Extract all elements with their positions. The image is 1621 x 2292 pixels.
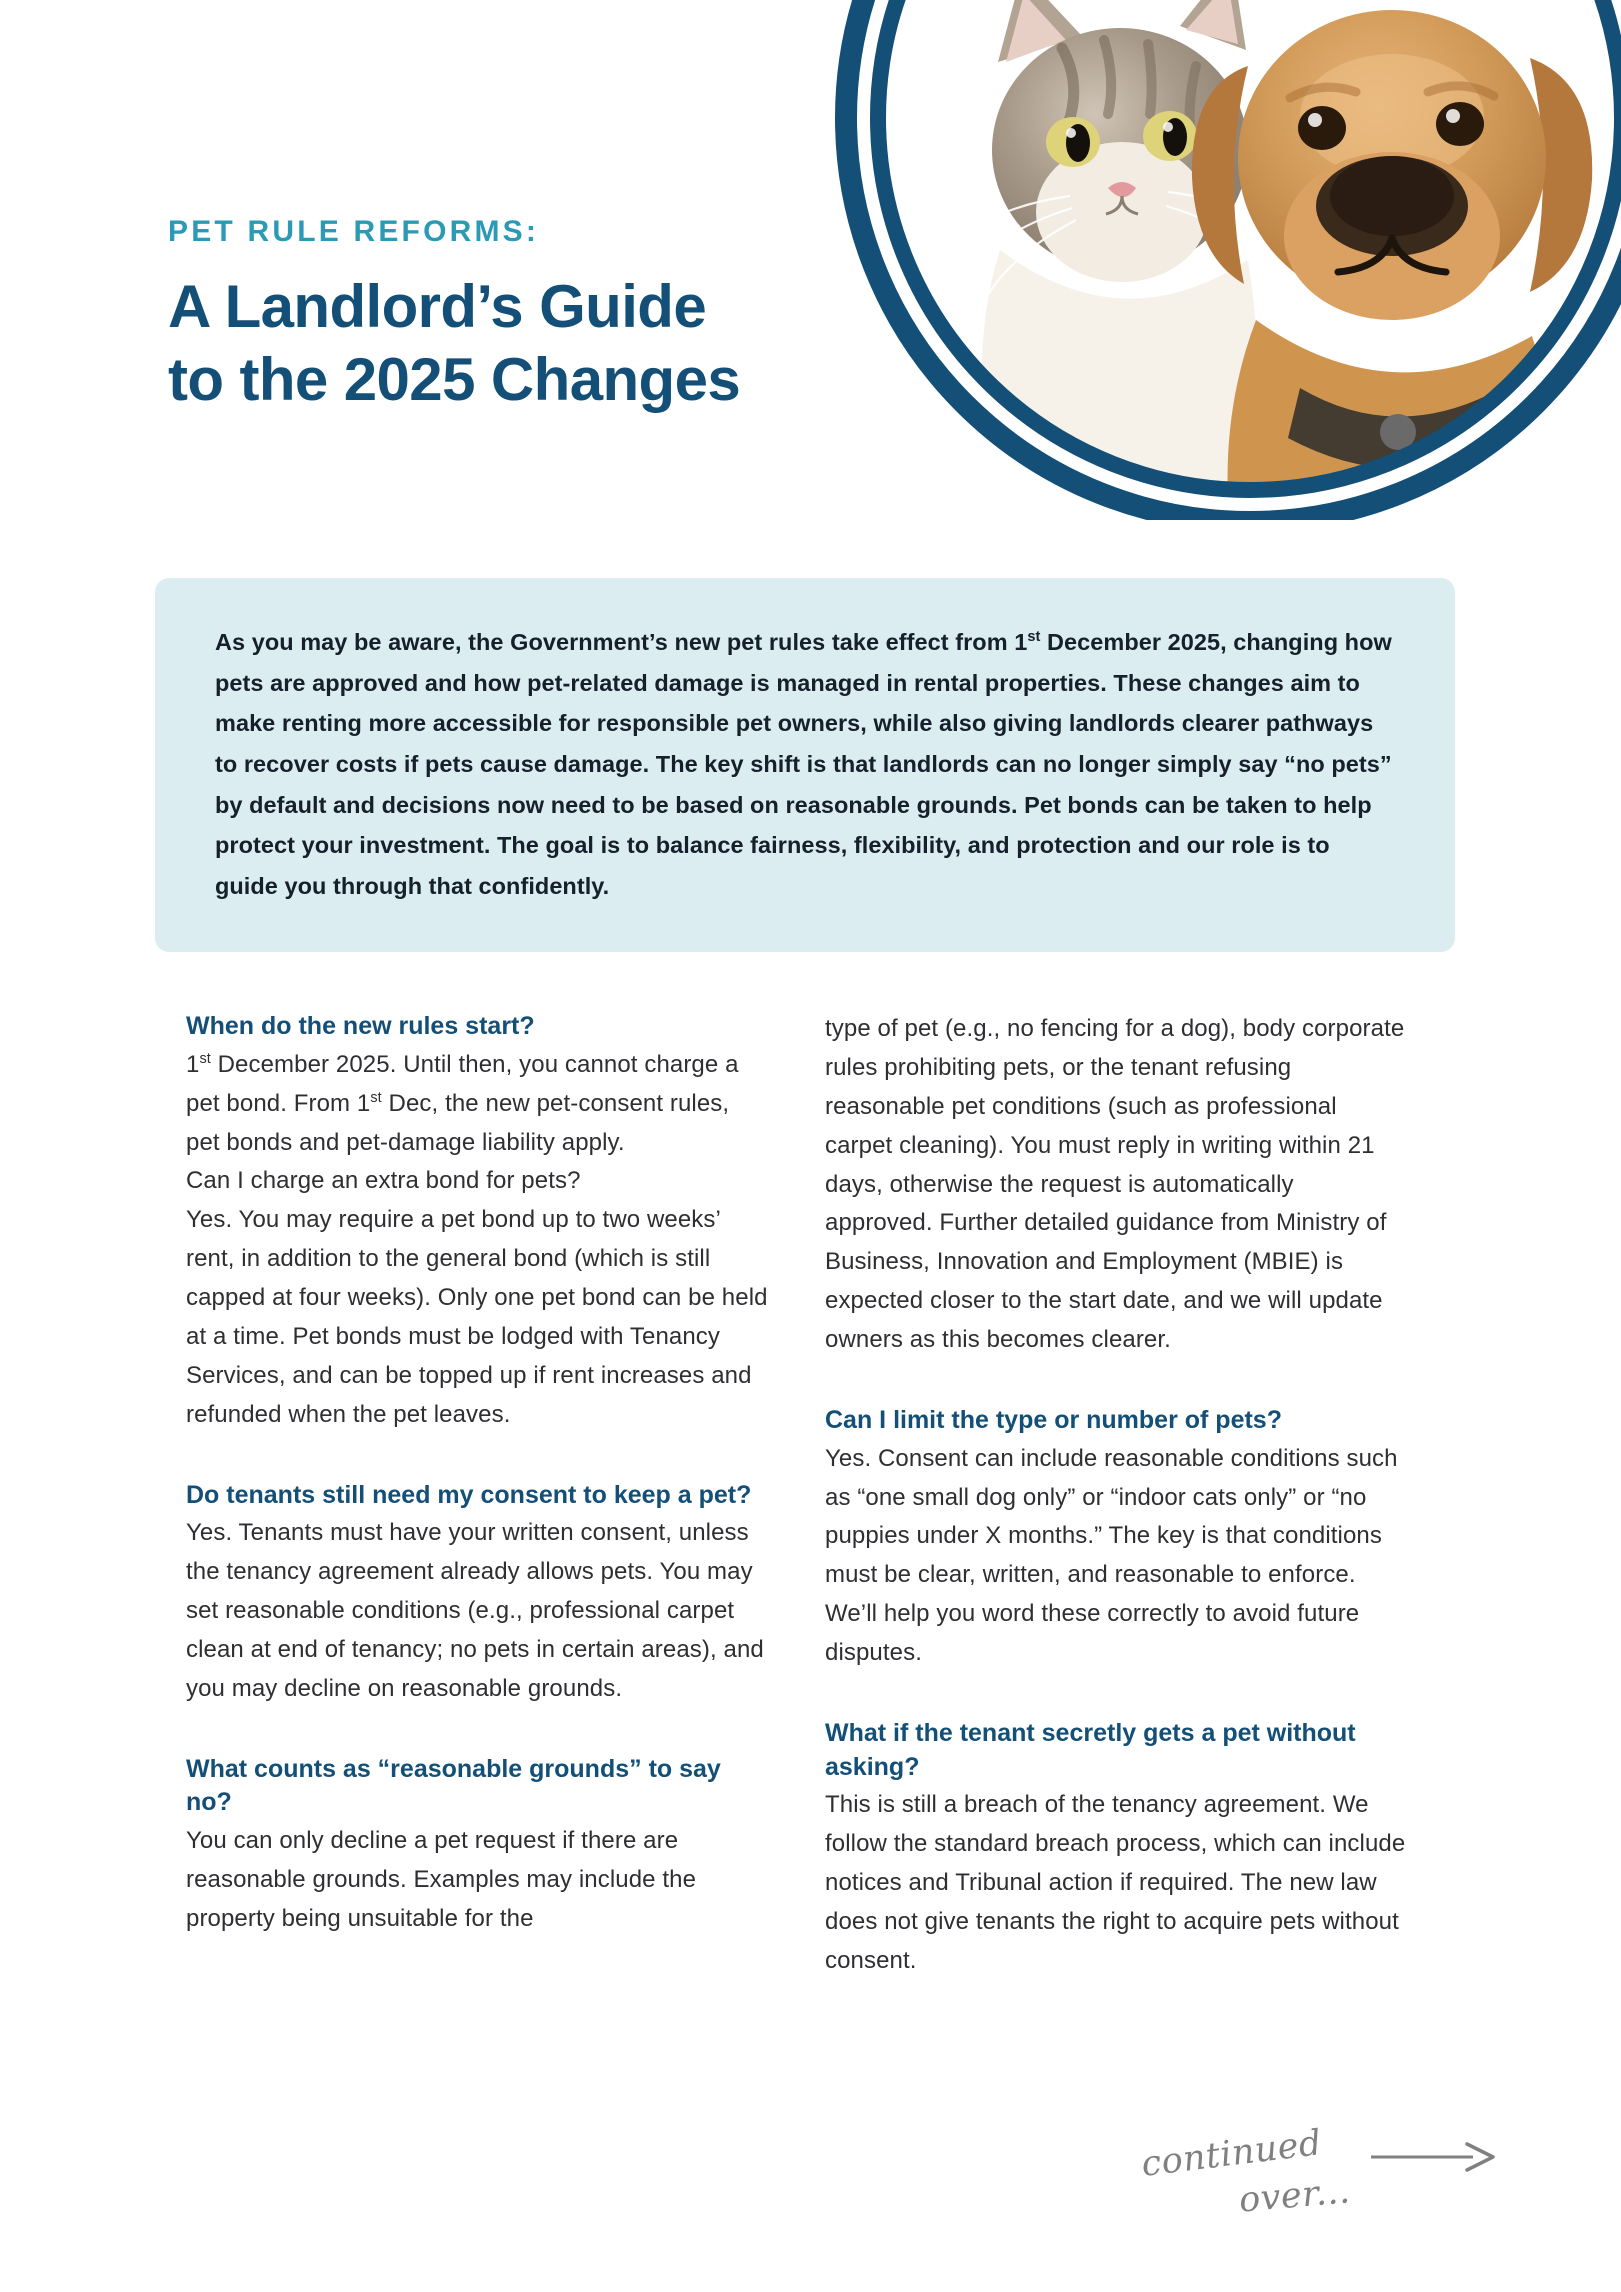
continued-word-2: over... [1237, 2171, 1352, 2221]
section-consent-needed [186, 1479, 769, 1709]
intro-callout-box [155, 578, 1455, 952]
heading-when-rules-start: When do the new rules start? [186, 1012, 535, 1040]
body-consent-needed: Yes. Tenants must have your written consent, unless the tenancy agreement already allows pets. You may set reasonable conditions (e.g., professional carpet clean at end of tenancy; no pets in certain areas), and you may decline on reasonable grounds. [186, 1519, 764, 1702]
heading-reasonable-grounds: What counts as “reasonable grounds” to say no? [186, 1754, 721, 1817]
section-reasonable-grounds [186, 1753, 769, 1939]
body-when-rules-start [186, 1046, 769, 1163]
title-block [168, 215, 928, 416]
continued-word-1: continued [1139, 2123, 1324, 2185]
spacer [186, 1709, 769, 1753]
question-extra-bond: Can I charge an extra bond for pets? [186, 1167, 581, 1195]
heading-consent-needed: Do tenants still need my consent to keep a pet? [186, 1480, 752, 1509]
page-title-line-2: to the 2025 Changes [168, 346, 741, 414]
section-extra-bond [186, 1162, 769, 1434]
page-title [168, 270, 928, 416]
s1-ordinal-b: st [370, 1089, 382, 1106]
eyebrow-label: PET RULE REFORMS: [168, 215, 540, 248]
section-when-rules-start [186, 1010, 769, 1162]
arrow-right-icon [1369, 2140, 1497, 2174]
section-secret-pet [825, 1717, 1408, 1981]
intro-ordinal-suffix: st [1027, 629, 1041, 646]
spacer [186, 1435, 769, 1479]
s1-part-a: 1 [186, 1050, 200, 1078]
intro-part-2: December 2025, changing how pets are approved and how pet-related damage is managed in rental properties. These changes aim to make renting more accessible for responsible pet owners, while also giving landlords clearer pathways to recover costs if pets cause damage. The key shift is that landlords can no longer simply say “no pets” by default and decisions now need to be based on reasonable grounds. Pet bonds can be taken to help protect your investment. The goal is to balance fairness, flexibility, and protection and our role is to guide you through that confidently. [215, 629, 1392, 899]
body-limit-type-number: Yes. Consent can include reasonable conditions such as “one small dog only” or “indoor cats only” or “no puppies under X months.” The key is that conditions must be clear, written, and reasonable to enforce. We’ll help you word these correctly to avoid future disputes. [825, 1444, 1398, 1666]
body-columns [186, 1010, 1448, 1981]
s1-part-b: December 2025. Until then, you cannot charge a pet bond. From 1 [186, 1050, 739, 1117]
body-reasonable-grounds: You can only decline a pet request if there are reasonable grounds. Examples may include the property being unsuitable for the [186, 1827, 697, 1932]
right-column [825, 1010, 1408, 1981]
page-title-line-1: A Landlord’s Guide [168, 273, 707, 340]
intro-paragraph [215, 622, 1395, 906]
spacer [825, 1673, 1408, 1717]
intro-part-1: As you may be aware, the Government’s new pet rules take effect from 1 [215, 629, 1028, 655]
heading-limit-type-number: Can I limit the type or number of pets? [825, 1405, 1282, 1434]
body-reasonable-grounds-continued: type of pet (e.g., no fencing for a dog), body corporate rules prohibiting pets, or the tenant refusing reasonable pet conditions (such as professional carpet cleaning). You must reply in writing within 21 days, otherwise the request is automatically approved. Further detailed guidance from Ministry of Business, Innovation and Employment (MBIE) is expected closer to the start date, and we will update owners as this becomes clearer. [825, 1015, 1405, 1353]
continued-over-footer [1141, 2120, 1501, 2240]
heading-secret-pet: What if the tenant secretly gets a pet without asking? [825, 1718, 1356, 1781]
body-extra-bond: Yes. You may require a pet bond up to two weeks’ rent, in addition to the general bond (which is still capped at four weeks). Only one pet bond can be held at a time. Pet bonds must be lodged with Tenancy Services, and can be topped up if rent increases and refunded when the pet leaves. [186, 1206, 768, 1428]
left-column [186, 1010, 769, 1981]
s1-ordinal-a: st [199, 1050, 211, 1067]
s1-part-c: Dec, the new pet-consent rules, pet bonds and pet-damage liability apply. [186, 1089, 730, 1156]
section-reasonable-grounds-continued [825, 1010, 1408, 1360]
spacer [825, 1360, 1408, 1404]
body-secret-pet: This is still a breach of the tenancy agreement. We follow the standard breach process, which can include notices and Tribunal action if required. The new law does not give tenants the right to acquire pets without consent. [825, 1791, 1406, 1974]
section-limit-type-number [825, 1404, 1408, 1673]
